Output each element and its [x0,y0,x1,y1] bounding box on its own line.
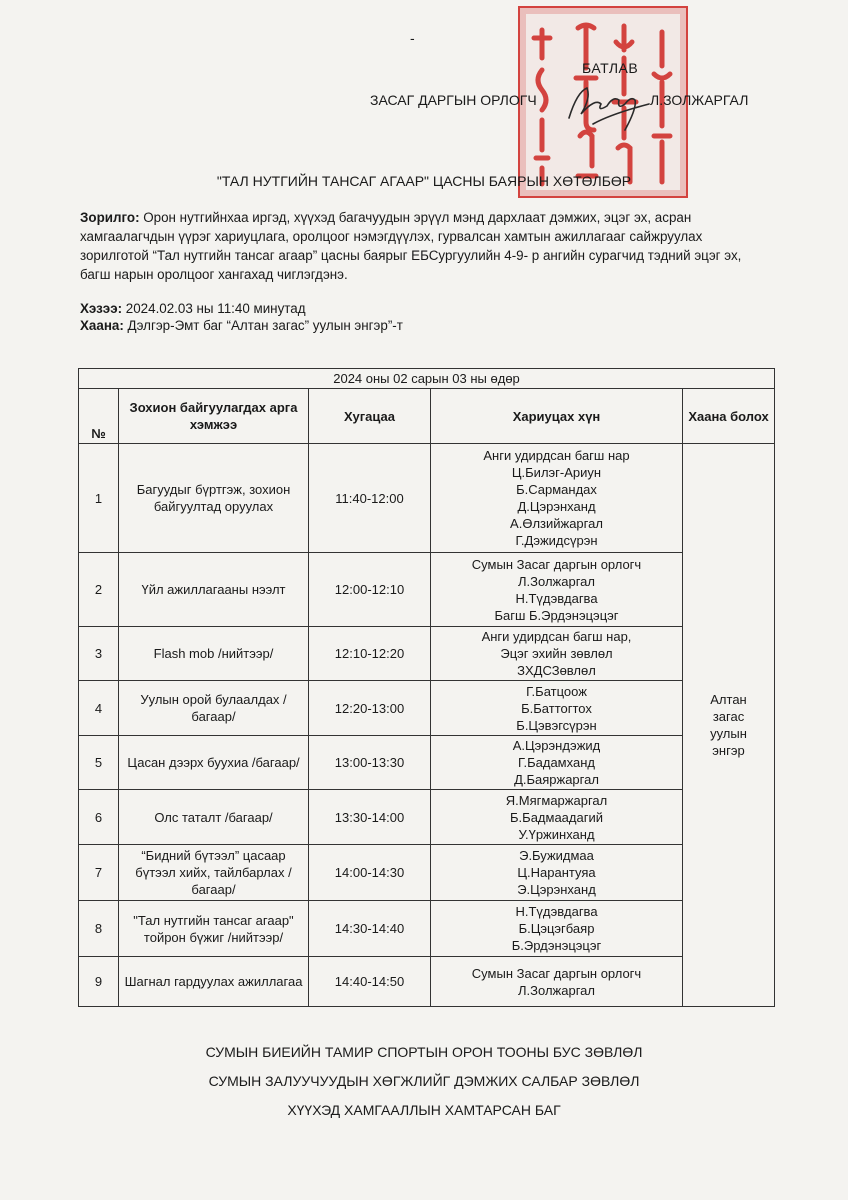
responsible-person: Э.Цэрэнханд [517,882,596,897]
where-label: Хаана: [80,318,124,333]
responsible-person: Д.Баяржаргал [514,772,599,787]
responsible-person: Л.Золжаргал [518,982,595,998]
responsible-person: Анги удирдсан багш нар, [481,629,632,644]
schedule-table [78,368,775,1007]
event-meta [80,300,403,334]
row-responsible [431,845,683,901]
row-time: 14:00-14:30 [309,845,431,901]
row-time: 14:40-14:50 [309,957,431,1007]
responsible-person: Г.Дэжидсүрэн [515,533,598,548]
responsible-person: ЗХДСЗөвлөл [517,663,596,678]
row-number: 3 [79,627,119,681]
col-header-number: № [79,389,119,444]
responsible-person: Сумын Засаг даргын орлогч [471,556,642,572]
table-row [79,957,775,1007]
row-responsible [431,627,683,681]
row-time: 13:30-14:00 [309,790,431,845]
responsible-person: Г.Батцоож [526,683,587,699]
when-label: Хэзээ: [80,301,123,316]
row-responsible [431,790,683,845]
row-event: Олс таталт /багаар/ [119,790,309,845]
deputy-governor-name: Л.ЗОЛЖАРГАЛ [650,92,749,108]
row-time: 14:30-14:40 [309,901,431,957]
row-event: Багуудыг бүртгэж, зохион байгуултад оруулах [119,444,309,553]
table-row [79,845,775,901]
col-header-time: Хугацаа [309,389,431,444]
place-cell: Алтан загас уулын энгэр [683,444,775,1007]
goal-paragraph [80,208,774,284]
goal-text: Орон нутгийнхаа иргэд, хүүхэд багачуудын эрүүл мэнд дархлаат дэмжих, эцэг эх, асран хамгаалагчдын үүрэг хариуцлага, оролцоог нэмэгдүүлэх, гурвалсан хамтын ажиллагааг сайжруулах зорилготой “Тал нутгийн тансаг агаар” цасны баярыг ЕБСургуулийн 4-9- р ангийн сурагчид тэдний эцэг эх, багш нарын оролцоог хангахад чиглэгдэнэ. [80,210,742,282]
responsible-person: Г.Бадамханд [518,755,595,770]
col-header-responsible: Хариуцах хүн [431,389,683,444]
header-dash: - [410,30,415,46]
responsible-person: Э.Бужидмаа [519,848,594,863]
responsible-person: Л.Золжаргал [518,573,595,589]
where-line [80,317,403,334]
responsible-person: Н.Түдэвдагва [515,904,598,919]
responsible-person: Б.Бадмаадагий [510,809,603,825]
when-text: 2024.02.03 ны 11:40 минутад [122,301,306,316]
row-event: Flash mob /нийтээр/ [119,627,309,681]
responsible-person: Б.Цэвэгсүрэн [516,717,597,733]
row-responsible [431,736,683,790]
row-time: 11:40-12:00 [309,444,431,553]
row-responsible [431,444,683,553]
row-responsible [431,901,683,957]
table-row [79,627,775,681]
table-row [79,901,775,957]
row-time: 13:00-13:30 [309,736,431,790]
document-title: "ТАЛ НУТГИЙН ТАНСАГ АГААР" ЦАСНЫ БАЯРЫН ХӨТӨЛБӨР [216,173,632,189]
responsible-person: У.Үржинханд [518,826,595,842]
row-event: Уулын орой булаалдах /багаар/ [119,681,309,736]
footer-line-1: СУМЫН БИЕИЙН ТАМИР СПОРТЫН ОРОН ТООНЫ БУС ЗӨВЛӨЛ [205,1044,643,1060]
where-text: Дэлгэр-Эмт баг “Алтан загас” уулын энгэр”-т [123,318,403,333]
row-responsible [431,681,683,736]
responsible-person: А.Өлзийжаргал [510,516,603,531]
row-number: 6 [79,790,119,845]
goal-label: Зорилго: [80,210,140,225]
row-number: 4 [79,681,119,736]
responsible-person: А.Цэрэндэжид [512,738,601,753]
handwritten-signature [563,78,658,138]
approval-label: БАТЛАВ [582,60,639,76]
responsible-person: Б.Эрдэнэцэцэг [511,938,602,953]
deputy-governor-title: ЗАСАГ ДАРГЫН ОРЛОГЧ [370,92,537,108]
row-number: 2 [79,553,119,627]
col-header-event: Зохион байгуулагдах арга хэмжээ [119,389,309,444]
responsible-person: Эцэг эхийн зөвлөл [500,646,613,661]
table-row [79,736,775,790]
table-date-header: 2024 оны 02 сарын 03 ны өдөр [79,369,775,389]
responsible-person: Анги удирдсан багш нар [483,448,630,463]
footer-line-3: ХҮҮХЭД ХАМГААЛЛЫН ХАМТАРСАН БАГ [287,1102,561,1118]
row-number: 1 [79,444,119,553]
table-row [79,681,775,736]
footer-line-2: СУМЫН ЗАЛУУЧУУДЫН ХӨГЖЛИЙГ ДЭМЖИХ САЛБАР ЗӨВЛӨЛ [208,1073,640,1089]
row-event: Үйл ажиллагааны нээлт [119,553,309,627]
row-event: Цасан дээрх буухиа /багаар/ [119,736,309,790]
row-number: 9 [79,957,119,1007]
when-line [80,300,403,317]
responsible-person: Б.Баттогтох [521,700,592,716]
responsible-person: Ц.Нарантуяа [517,865,596,880]
row-time: 12:20-13:00 [309,681,431,736]
responsible-person: Д.Цэрэнханд [517,499,596,514]
table-row [79,444,775,553]
row-time: 12:10-12:20 [309,627,431,681]
row-time: 12:00-12:10 [309,553,431,627]
row-number: 7 [79,845,119,901]
responsible-person: Н.Түдэвдагва [515,590,598,606]
row-event: Шагнал гардуулах ажиллагаа [119,957,309,1007]
responsible-person: Б.Сармандах [516,482,597,497]
table-row [79,790,775,845]
row-number: 5 [79,736,119,790]
row-event: “Бидний бүтээл” цасаар бүтээл хийх, тайлбарлах /багаар/ [119,845,309,901]
responsible-person: Я.Мягмаржаргал [505,792,608,808]
row-event: "Тал нутгийн тансаг агаар" тойрон бүжиг /нийтээр/ [119,901,309,957]
row-responsible [431,957,683,1007]
table-row [79,553,775,627]
col-header-place: Хаана болох [683,389,775,444]
row-number: 8 [79,901,119,957]
row-responsible [431,553,683,627]
responsible-person: Сумын Засаг даргын орлогч [471,965,642,981]
responsible-person: Багш Б.Эрдэнэцэцэг [494,607,619,623]
responsible-person: Б.Цэцэгбаяр [518,921,595,936]
responsible-person: Ц.Билэг-Ариун [511,465,602,480]
